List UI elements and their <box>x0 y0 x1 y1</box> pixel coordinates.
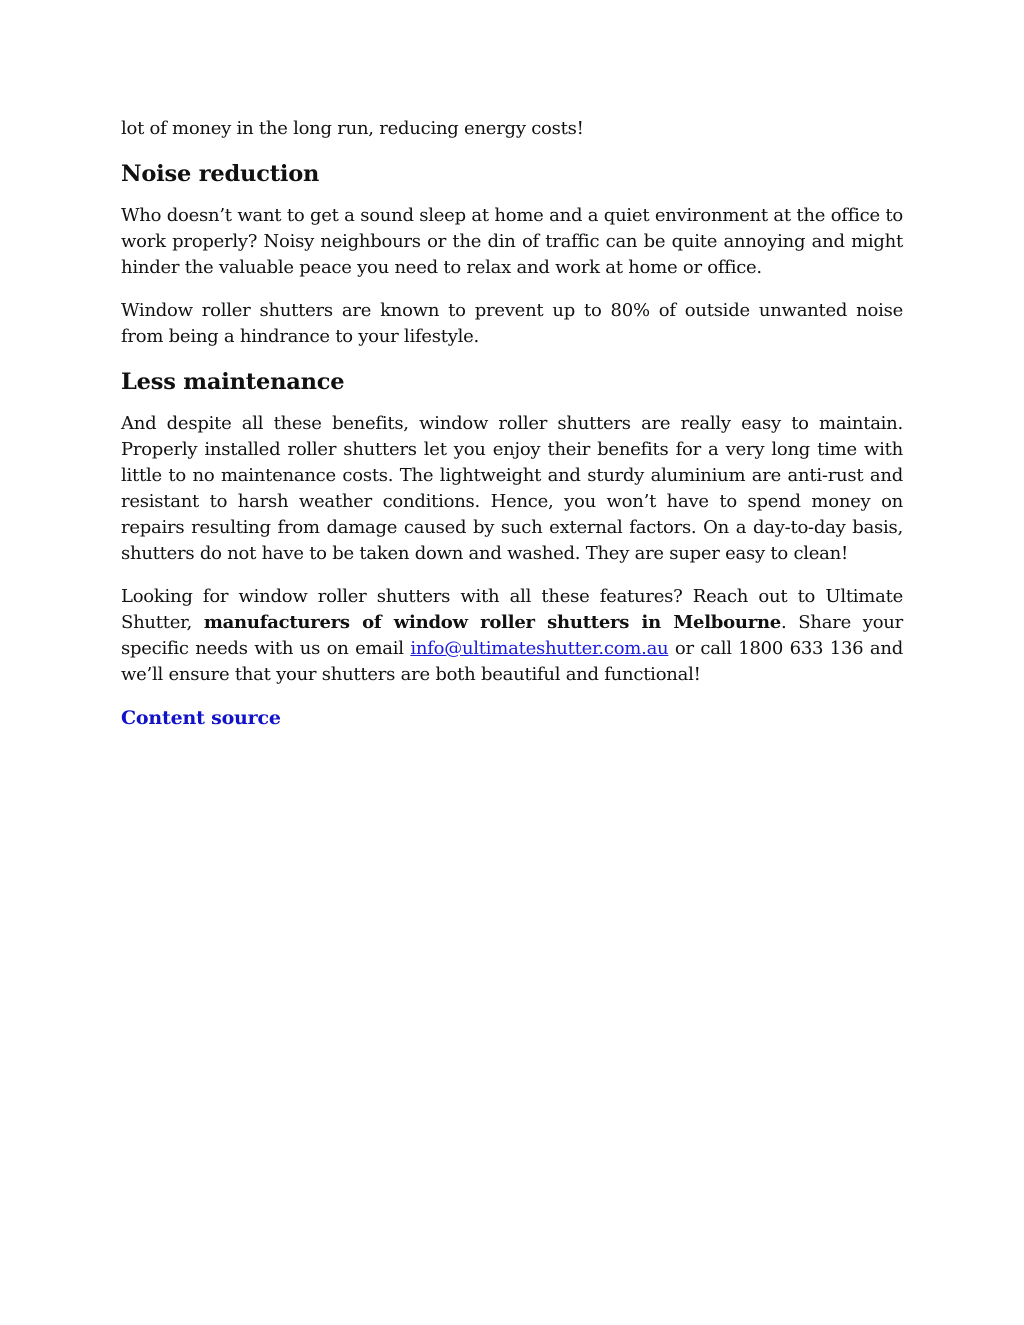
noise-paragraph-1: Who doesn’t want to get a sound sleep at home and a quiet environment at the office to work properly? Noisy neighbours or the din of traffic can be quite annoying and might hinder the valuable peace you need to relax and work at home or office. <box>121 205 903 278</box>
noise-paragraph-2: Window roller shutters are known to prevent up to 80% of outside unwanted noise from being a hindrance to your lifestyle. <box>121 300 903 347</box>
maintenance-paragraph-1: And despite all these benefits, window roller shutters are really easy to maintain. Properly installed roller shutters let you enjoy their benefits for a very long time with little to no maintenance costs. The lightweight and sturdy aluminium are anti-rust and resistant to harsh weather conditions. Hence, you won’t have to spend money on repairs resulting from damage caused by such external factors. On a day-to-day basis, shutters do not have to be taken down and washed. They are super easy to clean! <box>121 413 903 564</box>
intro-tail-paragraph: lot of money in the long run, reducing energy costs! <box>121 118 584 139</box>
contact-paragraph <box>121 584 903 688</box>
less-maintenance-heading: Less maintenance <box>121 369 345 395</box>
contact-text-after: or call 1800 633 136 and we’ll ensure that your shutters are both beautiful and functional! <box>121 638 903 685</box>
content-source-link[interactable]: Content source <box>121 707 281 729</box>
manufacturers-bold-text: manufacturers of window roller shutters in Melbourne <box>203 612 781 633</box>
contact-text-before: Looking for window roller shutters with all these features? Reach out to Ultimate Shutter, <box>121 586 903 633</box>
email-link[interactable]: info@ultimateshutter.com.au <box>410 638 669 659</box>
contact-text-middle: . Share your specific needs with us on email <box>121 612 903 659</box>
document-page <box>121 116 903 731</box>
noise-reduction-heading: Noise reduction <box>121 161 320 187</box>
